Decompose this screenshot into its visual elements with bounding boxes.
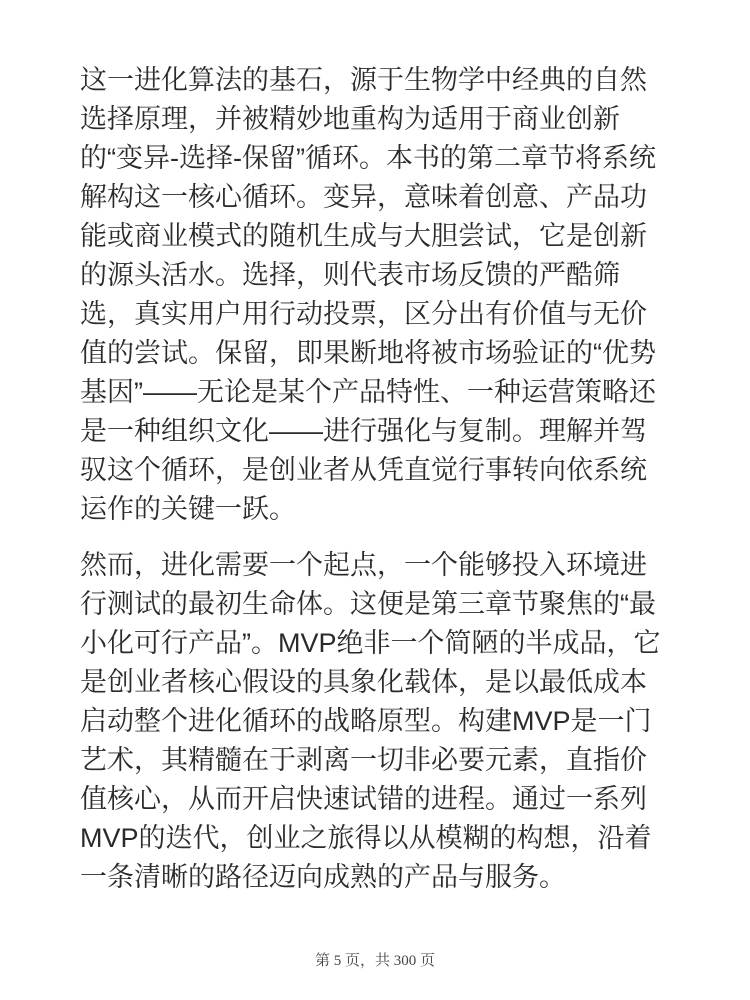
page-indicator: 第 5 页，共 300 页 bbox=[314, 953, 435, 969]
paragraph-mvp: 然而，进化需要一个起点，一个能够投入环境进行测试的最初生命体。这便是第三章节聚焦的“最小化可行产品”。MVP绝非一个简陋的半成品，它是创业者核心假设的具象化载体，是以最低成本启动整个进化循环的战略原型。构建MVP是一门艺术，其精髓在于剥离一切非必要元素，直指价值核心，从而开启快速试错的进程。通过一系列MVP的迭代，创业之旅得以从模糊的构想，沿着一条清晰的路径迈向成熟的产品与服务。 bbox=[80, 550, 661, 892]
page-content bbox=[80, 61, 672, 897]
paragraph-evolution-loop: 这一进化算法的基石，源于生物学中经典的自然选择原理，并被精妙地重构为适用于商业创新的“变异-选择-保留”循环。本书的第二章节将系统解构这一核心循环。变异，意味着创意、产品功能或商业模式的随机生成与大胆尝试，它是创新的源头活水。选择，则代表市场反馈的严酷筛选，真实用户用行动投票，区分出有价值与无价值的尝试。保留，即果断地将被市场验证的“优势基因”——无论是某个产品特性、一种运营策略还是一种组织文化——进行强化与复制。理解并驾驭这个循环，是创业者从凭直觉行事转向依系统运作的关键一跃。 bbox=[80, 65, 656, 524]
page-footer bbox=[0, 949, 750, 970]
